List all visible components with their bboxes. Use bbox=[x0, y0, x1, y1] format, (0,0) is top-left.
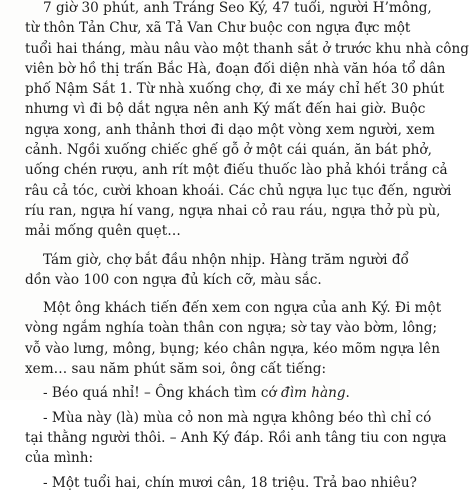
text-line: từ thôn Tản Chư, xã Tả Van Chư buộc con ngựa đực một bbox=[25, 20, 411, 37]
dialogue-line: - Một tuổi hai, chín mươi cân, 18 triệu. Trả bao nhiêu? bbox=[43, 474, 417, 491]
text-line: viên bờ hồ thị trấn Bắc Hà, đoạn đối diện nhà văn hóa tổ dân bbox=[25, 60, 446, 77]
text-line: nhưng vì đi bộ dắt ngựa nên anh Ký mất đến hai giờ. Buộc bbox=[25, 101, 426, 118]
text-line: Tám giờ, chợ bắt đầu nhộn nhịp. Hàng trăm người đổ bbox=[43, 251, 409, 268]
text-line: ngựa xong, anh thảnh thơi đi dạo một vòng xem người, xem bbox=[25, 121, 435, 138]
paragraph-2 bbox=[25, 250, 409, 291]
text-line: tại thằng người thôi. – Anh Ký đáp. Rồi anh tâng tiu con ngựa bbox=[25, 429, 447, 446]
text-line: vòng ngắm nghía toàn thân con ngựa; sờ tay vào bờm, lông; bbox=[25, 320, 438, 337]
paragraph-5 bbox=[25, 408, 447, 469]
text-line: vỗ vào lưng, mông, bụng; kéo chân ngựa, kéo mõm ngựa lên bbox=[25, 340, 440, 357]
text-line: mải mống quên quẹt… bbox=[25, 223, 181, 240]
paragraph-gap bbox=[25, 242, 390, 250]
text-line: Một ông khách tiến đến xem con ngựa của anh Ký. Đi một bbox=[43, 300, 442, 317]
text-line: dồn vào 100 con ngựa đủ kích cỡ, màu sắc. bbox=[25, 271, 322, 288]
text-line: ríu ran, ngựa hí vang, ngựa nhai cỏ rau ráu, ngựa thở pù pù, bbox=[25, 202, 441, 219]
paragraph-6 bbox=[25, 473, 417, 493]
text-line: tuổi hai tháng, màu nâu vào một thanh sắt ở trước khu nhà công bbox=[25, 40, 469, 57]
body-text bbox=[25, 0, 469, 493]
text-line: râu cả tóc, cười khoan khoái. Các chủ ngựa lục tục đến, người bbox=[25, 182, 452, 199]
text-line: 7 giờ 30 phút, anh Tráng Seo Ký, 47 tuổi, người H’mông, bbox=[43, 0, 432, 16]
paragraph-3 bbox=[25, 298, 442, 379]
text-line: uống chén rượu, anh rít một điếu thuốc lào phả khói trắng cả bbox=[25, 162, 448, 179]
paragraph-4 bbox=[25, 383, 390, 403]
text-line: cảnh. Ngồi xuống chiếc ghế gỗ ở một cái quán, ăn bát phở, bbox=[25, 142, 432, 159]
paragraph-1 bbox=[25, 0, 469, 242]
italic-phrase: đìm hàng bbox=[280, 385, 346, 402]
dialogue-line: - Béo quá nhỉ! – Ông khách tìm cớ đìm hàng. bbox=[43, 385, 350, 402]
text-line: xem… sau năm phút săm soi, ông cất tiếng: bbox=[25, 361, 327, 378]
dialogue-line: - Mùa này (là) mùa cỏ non mà ngựa không béo thì chỉ có bbox=[43, 409, 432, 426]
text-line: phố Nậm Sắt 1. Từ nhà xuống chợ, đi xe máy chỉ hết 30 phút bbox=[25, 81, 445, 98]
text-line: của mình: bbox=[25, 450, 94, 467]
paragraph-gap bbox=[25, 290, 390, 298]
